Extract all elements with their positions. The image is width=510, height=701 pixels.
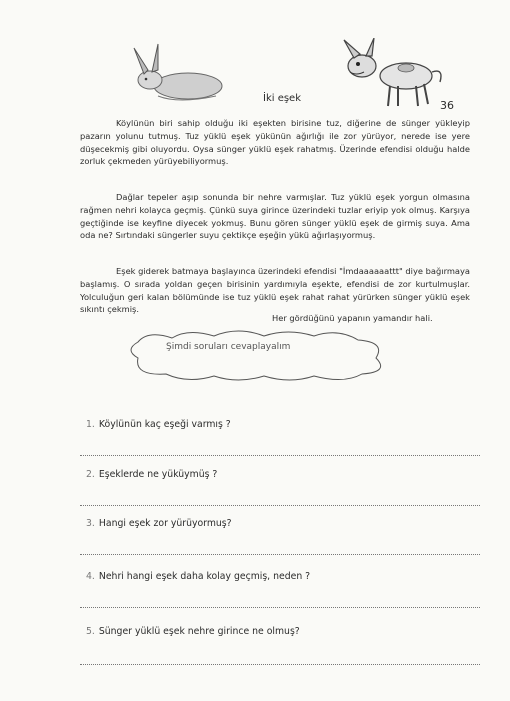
question-3-text: Hangi eşek zor yürüyormuş? <box>98 518 232 529</box>
story-paragraph-1-text: Köylünün biri sahip olduğu iki eşekten birisine tuz, diğerine de sünger yükleyip pazarın yolunu tutmuş. Tuz yüklü eşek yükünün ağırlığı ile zor yürüyor, nerede ise yere düşecekmiş gibi oluyordu. Oysa sünger yüklü eşek rahatmış. Üzerinde efendisi olduğu halde zorluk çekmeden yürüyebiliyormuş. <box>80 118 470 167</box>
question-2 <box>86 469 217 480</box>
question-1-text: Köylünün kaç eşeği varmış ? <box>98 419 231 430</box>
question-4-number: 4. <box>86 571 95 582</box>
answer-line-5[interactable] <box>80 664 480 665</box>
cloud-label: Şimdi soruları cevaplayalım <box>166 342 291 352</box>
answer-line-2[interactable] <box>80 505 480 506</box>
story-paragraph-2 <box>80 191 470 242</box>
question-3-number: 3. <box>86 518 95 529</box>
lying-donkey-illustration <box>128 40 228 106</box>
question-5-number: 5. <box>86 626 95 637</box>
story-paragraph-2-text: Dağlar tepeler aşıp sonunda bir nehre varmışlar. Tuz yüklü eşek yorgun olmasına rağmen nehri kolayca geçmiş. Çünkü suya girince üzerindeki tuzlar eriyip yok olmuş. Karşıya geçtiğinde ise keyfine diyecek yokmuş. Bunu gören sünger yüklü eşek de girmiş suya. Ama oda ne? Sırtındaki süngerler suyu çektikçe eşeğin yükü ağırlaşıyormuş. <box>80 192 470 241</box>
proverb: Her gördüğünü yapanın yamandır hali. <box>272 313 433 323</box>
question-4 <box>86 571 310 582</box>
answer-line-4[interactable] <box>80 607 480 608</box>
question-1 <box>86 419 231 430</box>
question-2-number: 2. <box>86 469 95 480</box>
question-1-number: 1. <box>86 419 95 430</box>
story-title: İki eşek <box>263 93 302 104</box>
story-paragraph-3-text: Eşek giderek batmaya başlayınca üzerindeki efendisi "İmdaaaaaattt" diye bağırmaya başlamış. O sırada yoldan geçen birisinin yardımıyla eşekte, efendisi de zor kurtulmuşlar. Yolculuğun geri kalan bölümünde ise tuz yüklü eşek rahat rahat yürürken sünger yüklü eşek sıkıntı çekmiş. <box>80 266 470 315</box>
story-paragraph-1 <box>80 117 470 168</box>
thought-cloud-icon <box>118 328 394 384</box>
answer-line-3[interactable] <box>80 554 480 555</box>
question-5 <box>86 626 300 637</box>
question-4-text: Nehri hangi eşek daha kolay geçmiş, neden ? <box>98 571 311 582</box>
question-3 <box>86 518 232 529</box>
question-5-text: Sünger yüklü eşek nehre girince ne olmuş? <box>98 626 300 637</box>
answer-line-1[interactable] <box>80 455 480 456</box>
page-number: 36 <box>440 99 454 112</box>
question-2-text: Eşeklerde ne yüküymüş ? <box>98 469 218 480</box>
standing-donkey-illustration <box>340 38 446 110</box>
story-paragraph-3 <box>80 265 470 316</box>
